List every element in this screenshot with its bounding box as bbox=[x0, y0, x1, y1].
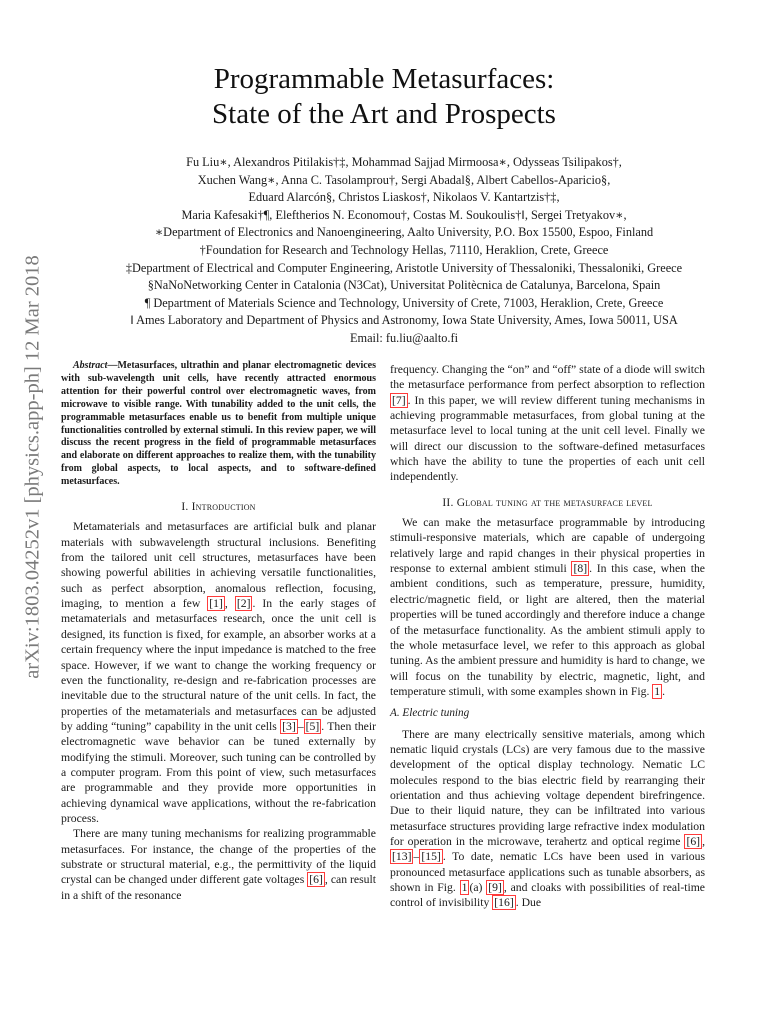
title-line-2: State of the Art and Prospects bbox=[212, 98, 556, 130]
affiliation-line: ¶ Department of Materials Science and Technology, University of Crete, 71003, Heraklion, Crete, Greece bbox=[144, 295, 664, 310]
citation-link[interactable]: [9] bbox=[488, 881, 502, 894]
citation-link[interactable]: [13] bbox=[392, 850, 412, 864]
affiliation-line: ‡Department of Electrical and Computer Engineering, Aristotle University of Thessaloniki, Thessaloniki, Greece bbox=[125, 260, 683, 275]
paragraph: Metamaterials and metasurfaces are artificial bulk and planar materials with subwavelength structural inclusions. Benefiting from the tailored unit cell structures, metasurfaces have been showing powerful abilities in achieving versatile functionalities, such as perfect absorption, anomalous reflection, focusing, imaging, to mention a few [1] , [2] . In the early stages of metamaterials and metasurfaces research, once the unit cell is designed, its function is fixed, for example, an absorber works at a certain frequency where the input impedance is matched to the free space. However, if we want to change the working frequency or even the functionality, re-design and re-fabrication processes are inevitable due to the structural nature of the unit cells. In fact, the properties of the metamaterials and metasurfaces can be adjusted by adding “tuning” capability in the unit cells [3] – [5] . Then their electromagnetic wave behavior can be tuned externally by modifying the stimuli. Moreover, such tuning can be controlled by a computer program. From this point of view, such metasurfaces are programmable and they provide more opportunities in achieving dynamical wave applications, without the re-fabrication process. bbox=[61, 520, 377, 825]
citation-link[interactable]: [7] bbox=[392, 393, 406, 407]
citation-link[interactable]: [8] bbox=[573, 562, 588, 576]
abstract bbox=[61, 360, 376, 489]
paragraph: There are many tuning mechanisms for realizing programmable metasurfaces. For instance, the change of the properties of the substrate or structural material, e.g., the permittivity of the liquid crystal can be changed under different gate voltages [6] , can result in a shift of the resonance bbox=[61, 827, 377, 902]
citation-link[interactable]: [15] bbox=[421, 850, 441, 864]
arxiv-sidebar bbox=[18, 232, 48, 702]
citation-link[interactable]: [1] bbox=[209, 597, 223, 611]
left-column bbox=[61, 360, 376, 903]
citation-link[interactable]: [5] bbox=[305, 719, 320, 733]
affiliation-line: §NaNoNetworking Center in Catalonia (N3Cat), Universitat Politècnica de Catalunya, Barcelona, Spain bbox=[147, 278, 661, 293]
citation-link[interactable]: [16] bbox=[494, 896, 514, 910]
figure-link[interactable]: 1 bbox=[654, 684, 661, 698]
paper-title bbox=[0, 62, 768, 132]
right-column bbox=[390, 362, 705, 911]
section-heading-global-tuning: II. Global tuning at the metasurface level bbox=[442, 495, 653, 509]
abstract-text: —Metasurfaces, ultrathin and planar electromagnetic devices with sub-wavelength unit cells, have recently attracted enormous attention for their powerful control over electromagnetic waves, from microwave to visible range. With tunability added to the unit cells, the programmable metasurfaces enable us to benefit from multiple unique functionalities controlled by external stimuli. In this review paper, we will discuss the recent progress in the field of programmable metasurfaces and elaborate on different approaches to realize them, with the tunability from global aspects, to local aspects, and to software-defined metasurfaces. bbox=[61, 360, 376, 488]
author-line: Xuchen Wang∗, Anna C. Tasolamprou†, Sergi Abadal§, Albert Cabellos-Aparicio§, bbox=[197, 172, 611, 187]
email-line: Email: fu.liu@aalto.fi bbox=[350, 330, 458, 345]
figure-link[interactable]: 1 bbox=[461, 881, 468, 894]
author-line: Fu Liu∗, Alexandros Pitilakis†‡, Mohammad Sajjad Mirmoosa∗, Odysseas Tsilipakos†, bbox=[186, 155, 622, 169]
affiliation-line: †Foundation for Research and Technology Hellas, 71110, Heraklion, Crete, Greece bbox=[199, 242, 609, 257]
abstract-label: Abstract bbox=[73, 360, 108, 371]
title-line-1: Programmable Metasurfaces: bbox=[213, 63, 555, 95]
affiliation-line: ∗Department of Electronics and Nanoengineering, Aalto University, P.O. Box 15500, Espoo, Finland bbox=[154, 225, 654, 240]
section-heading-introduction: I. Introduction bbox=[181, 500, 256, 514]
author-block bbox=[80, 154, 728, 348]
paragraph: frequency. Changing the “on” and “off” state of a diode will switch the metasurface performance from perfect absorption to reflection [7] . In this paper, we will review different tuning mechanisms in achieving programmable metasurfaces, from global tuning at the metasurface level to local tuning at the unit cell level. Finally we will direct our discussion to the software-defined metasurfaces which have the ability to tune the properties of each unit cell independently. bbox=[390, 363, 705, 484]
author-line: Eduard Alarcón§, Christos Liaskos†, Nikolaos V. Kantartzis†‡, bbox=[248, 190, 560, 205]
citation-link[interactable]: [6] bbox=[309, 873, 323, 887]
citation-link[interactable]: [6] bbox=[686, 834, 701, 848]
arxiv-id: arXiv:1803.04252v1 [physics.app-ph] 12 Mar 2018 bbox=[21, 255, 44, 679]
citation-link[interactable]: [2] bbox=[236, 597, 251, 611]
citation-link[interactable]: [3] bbox=[282, 719, 296, 733]
subsection-heading-electric-tuning: A. Electric tuning bbox=[390, 707, 470, 720]
author-line: Maria Kafesaki†¶, Eleftherios N. Economou†, Costas M. Soukoulis†‖, Sergei Tretyakov∗, bbox=[181, 207, 627, 222]
paragraph: There are many electrically sensitive materials, among which nematic liquid crystals (LCs) are very famous due to the massive development of the optical display technology. Nematic LC molecules respond to the bias electric field by rearranging their orientation and thus achieving voltage dependent birefringence. Due to their liquid nature, they can be infiltrated into various metasurface structures providing large refractive index modulation for operation in the microwave, terahertz and optical regime [6] , [13] – [15] . To date, nematic LCs have been used in various pronounced metasurface applications such as tunable absorbers, as shown in Fig. 1 (a) [9] , and cloaks with possibilities of real-time control of invisibility [16] . Due bbox=[390, 727, 705, 910]
affiliation-line: ‖ Ames Laboratory and Department of Physics and Astronomy, Iowa State University, Ames, Iowa 50011, USA bbox=[130, 313, 678, 328]
paragraph: We can make the metasurface programmable by introducing stimuli-responsive materials, which are capable of undergoing relatively large and rapid changes in their physical properties in response to external ambient stimuli [8] . In this case, when the ambient conditions, such as temperature, pressure, humidity, electric/magnetic field, or light are altered, then the material properties will be tuned accordingly and therefore induce a change of the metasurface functionality. As the ambient stimuli apply to the whole metasurface level, we refer to this approach as global tuning. As the ambient pressure and humidity is hard to change, we will focus on the tunability by electric, magnetic, light, and temperature stimuli, with some examples shown in Fig. 1 . bbox=[390, 516, 705, 698]
